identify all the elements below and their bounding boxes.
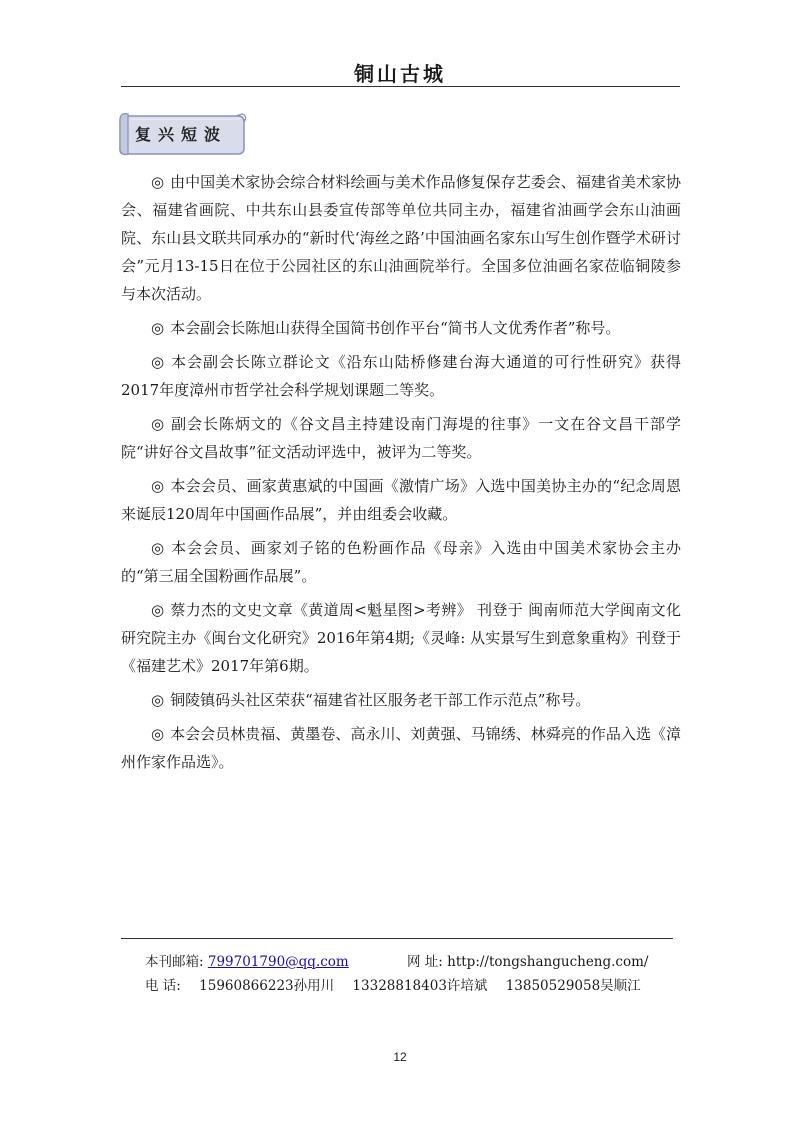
bullet-icon: ◎ — [151, 319, 165, 337]
news-item — [121, 314, 681, 342]
news-item — [121, 720, 681, 776]
bullet-icon: ◎ — [151, 601, 165, 619]
news-item — [121, 410, 681, 466]
phone-contact: 13850529058吴顺江 — [505, 978, 641, 994]
footer-line-email-web — [145, 950, 675, 974]
header-divider — [121, 86, 680, 87]
news-text: 副会长陈炳文的《谷文昌主持建设南门海堤的往事》一文在谷文昌干部学院“讲好谷文昌故事”征文活动评选中，被评为二等奖。 — [121, 415, 681, 461]
phone-label: 电 话: — [145, 978, 181, 994]
news-item — [121, 596, 681, 680]
banner-label: 复兴短波 — [134, 125, 227, 144]
web-label: 网 址: — [407, 954, 443, 970]
bullet-icon: ◎ — [151, 691, 165, 709]
phone-contact: 13328818403许培斌 — [352, 978, 488, 994]
contact-footer — [145, 950, 675, 998]
email-label: 本刊邮箱: — [145, 954, 204, 970]
news-text: 由中国美术家协会综合材料绘画与美术作品修复保存艺委会、福建省美术家协会、福建省画院、中共东山县委宣传部等单位共同主办，福建省油画学会东山油画院、东山县文联共同承办的“新时代‘海丝之路’中国油画名家东山写生创作暨学术研讨会”元月13-15日在位于公园社区的东山油画院举行。全国多位油画名家莅临铜陵参与本次活动。 — [121, 173, 681, 303]
news-item — [121, 534, 681, 590]
news-text: 本会会员、画家刘子铭的色粉画作品《母亲》入选由中国美术家协会主办的“第三届全国粉画作品展”。 — [121, 539, 681, 585]
news-text: 本会会员林贵福、黄墨卷、高永川、刘黄强、马锦绣、林舜亮的作品入选《漳州作家作品选》。 — [121, 725, 681, 771]
bullet-icon: ◎ — [151, 353, 166, 371]
news-text: 铜陵镇码头社区荣获“福建省社区服务老干部工作示范点”称号。 — [170, 691, 591, 709]
news-item — [121, 686, 681, 714]
web-url[interactable]: http://tongshangucheng.com/ — [447, 954, 649, 970]
news-item — [121, 348, 681, 404]
news-text: 蔡力杰的文史文章《黄道周<魁星图>考辨》 刊登于 闽南师范大学闽南文化研究院主办《闽台文化研究》2016年第4期;《灵峰: 从实景写生到意象重构》刊登于《福建艺术》2017年第6期。 — [121, 601, 681, 675]
bullet-icon: ◎ — [151, 725, 165, 743]
bullet-icon: ◎ — [151, 477, 165, 495]
news-list — [121, 168, 681, 782]
bullet-icon: ◎ — [151, 539, 166, 557]
web-group — [407, 950, 648, 974]
footer-divider — [121, 938, 673, 939]
bullet-icon: ◎ — [151, 173, 165, 191]
bullet-icon: ◎ — [151, 415, 166, 433]
news-item — [121, 168, 681, 308]
email-link[interactable]: 799701790@qq.com — [207, 954, 349, 970]
page-title: 铜山古城 — [354, 62, 446, 86]
page-number: 12 — [393, 1050, 407, 1064]
news-text: 本会副会长陈旭山获得全国简书创作平台“简书人文优秀作者”称号。 — [170, 319, 621, 337]
footer-line-phones — [145, 974, 675, 998]
phone-contact: 15960866223孙用川 — [199, 978, 335, 994]
news-text: 本会副会长陈立群论文《沿东山陆桥修建台海大通道的可行性研究》获得2017年度漳州市哲学社会科学规划课题二等奖。 — [121, 353, 681, 399]
news-text: 本会会员、画家黄惠斌的中国画《激情广场》入选中国美协主办的“纪念周恩来诞辰120周年中国画作品展”，并由组委会收藏。 — [121, 477, 681, 523]
section-banner — [118, 110, 248, 160]
news-item — [121, 472, 681, 528]
